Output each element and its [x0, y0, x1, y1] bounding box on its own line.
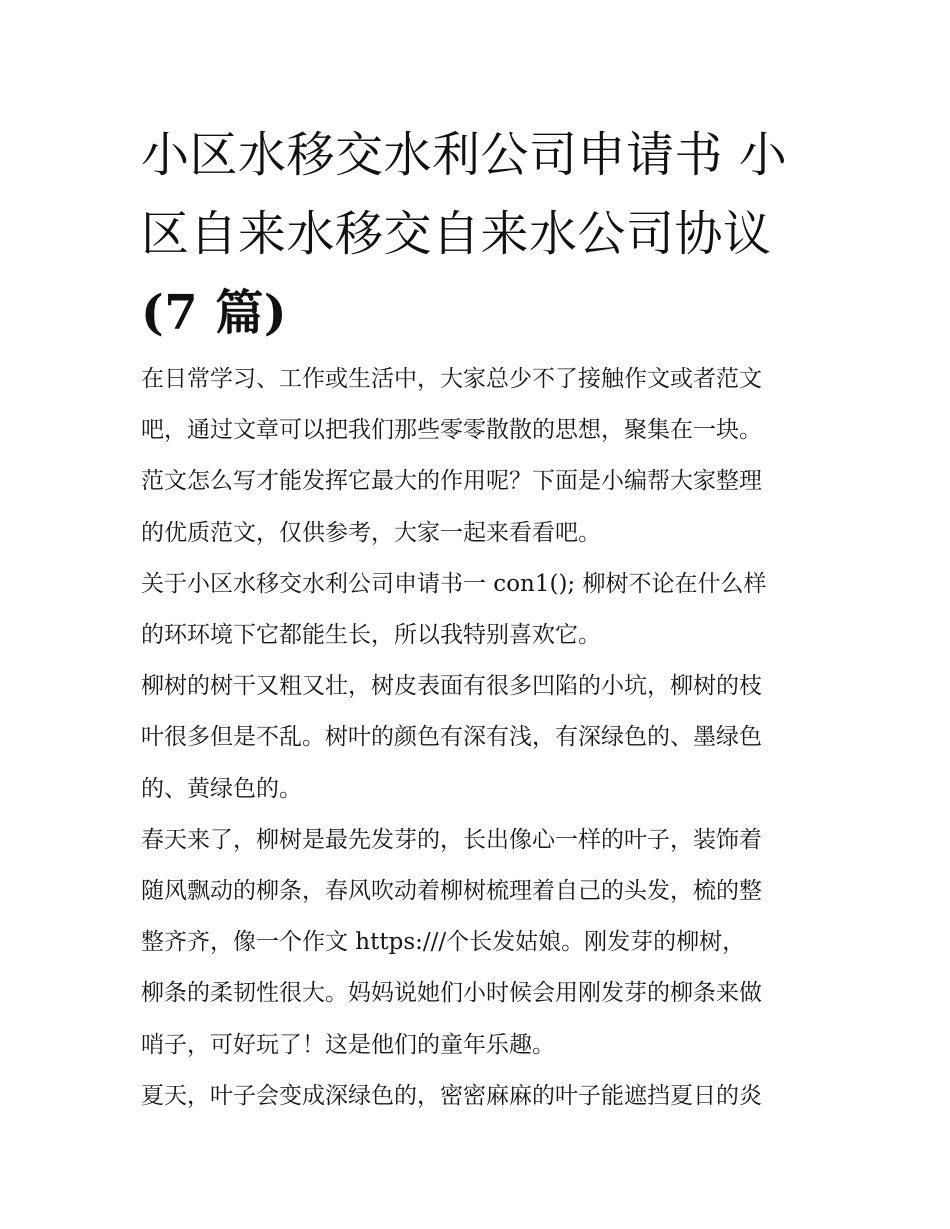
text-line: 春天来了，柳树是最先发芽的，长出像心一样的叶子，装饰着: [141, 826, 762, 853]
text-line: 哨子，可好玩了！这是他们的童年乐趣。: [141, 1031, 555, 1058]
title-line: 小区水移交水利公司申请书 小: [141, 127, 788, 183]
text-line: 吧，通过文章可以把我们那些零零散散的思想，聚集在一块。: [141, 417, 762, 444]
text-line: 整齐齐，像一个作文 https:///个长发姑娘。刚发芽的柳树，: [141, 929, 746, 956]
title-line: 区自来水移交自来水公司协议: [141, 206, 772, 262]
paragraph-willow-trunk: [141, 661, 831, 815]
document-body: [141, 354, 831, 1122]
text-line: 范文怎么写才能发挥它最大的作用呢？下面是小编帮大家整理: [141, 468, 762, 495]
text-line: 柳树的树干又粗又壮，树皮表面有很多凹陷的小坑，柳树的枝: [141, 673, 762, 700]
text-line: 关于小区水移交水利公司申请书一 con1(); 柳树不论在什么样: [141, 570, 767, 597]
paragraph-spring: [141, 815, 831, 1071]
text-line: 在日常学习、工作或生活中，大家总少不了接触作文或者范文: [141, 366, 762, 392]
document-title: [141, 116, 821, 353]
text-line: 的优质范文，仅供参考，大家一起来看看吧。: [141, 519, 601, 546]
text-line: 夏天，叶子会变成深绿色的，密密麻麻的叶子能遮挡夏日的炎: [141, 1082, 762, 1109]
text-line: 随风飘动的柳条，春风吹动着柳树梳理着自己的头发，梳的整: [141, 878, 762, 905]
title-line: (7 篇): [141, 285, 288, 341]
text-line: 的环环境下它都能生长，所以我特别喜欢它。: [141, 622, 601, 649]
paragraph-heading-one: [141, 559, 831, 661]
paragraph-intro: [141, 354, 831, 559]
text-line: 的、黄绿色的。: [141, 775, 302, 802]
text-line: 叶很多但是不乱。树叶的颜色有深有浅，有深绿色的、墨绿色: [141, 724, 762, 751]
text-line: 柳条的柔韧性很大。妈妈说她们小时候会用刚发芽的柳条来做: [141, 980, 762, 1007]
paragraph-summer: [141, 1071, 831, 1122]
